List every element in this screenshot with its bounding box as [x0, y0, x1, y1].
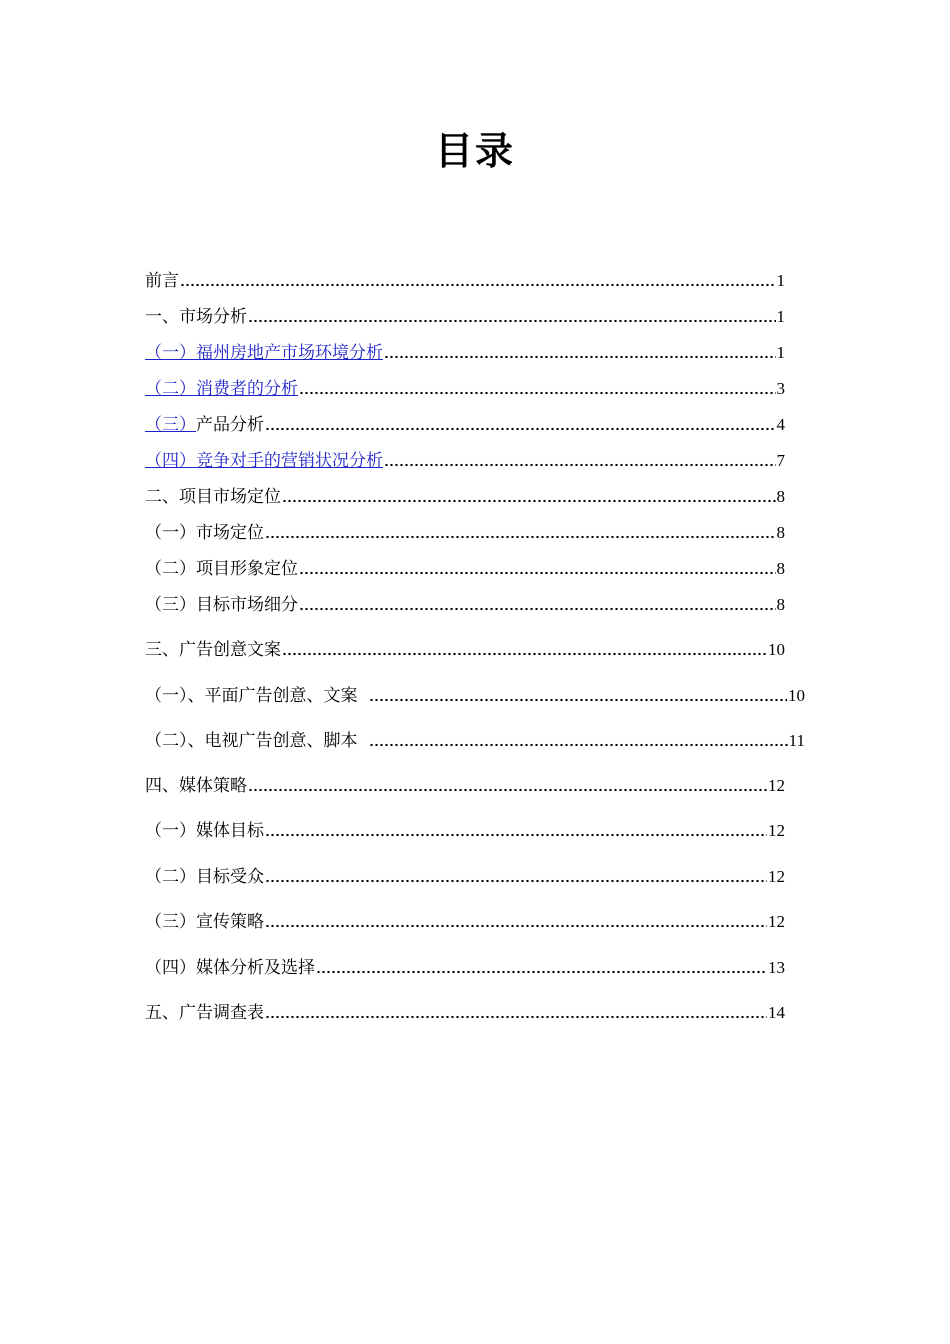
toc-entry-label: （二）项目形象定位 — [145, 559, 298, 579]
toc-entry-page: 1 — [776, 271, 785, 290]
page-title: 目录 — [434, 129, 515, 173]
toc-entry-label: 一、市场分析 — [145, 307, 247, 327]
toc-entry-page: 11 — [788, 731, 805, 750]
toc-entry-ad-survey[interactable] — [145, 1000, 785, 1024]
toc-entry-page: 12 — [768, 776, 785, 795]
toc-entry-page: 14 — [768, 1003, 785, 1022]
toc-entry-page: 12 — [768, 821, 785, 840]
toc-entry-media-goals[interactable] — [145, 818, 785, 842]
toc-link[interactable]: 二）消费者的分析 — [162, 379, 298, 399]
toc-entry-label: 四、媒体策略 — [145, 776, 247, 796]
toc-link[interactable]: （四）竞争对手的营销状况分析 — [145, 451, 383, 471]
toc-entry-page: 12 — [768, 867, 785, 886]
toc-entry-page: 1 — [776, 307, 785, 326]
toc-entry-label: 三、广告创意文案 — [145, 640, 281, 660]
toc-entry-label — [145, 414, 264, 436]
toc-entry-label: 二、项目市场定位 — [145, 487, 281, 507]
dot-leader — [248, 788, 767, 792]
toc-entry-label: （三）宣传策略 — [145, 912, 264, 932]
toc-entry-label — [145, 450, 383, 472]
toc-entry-page: 12 — [768, 912, 785, 931]
toc-entry-image-positioning[interactable] — [145, 556, 785, 580]
dot-leader — [282, 652, 767, 656]
toc-label-rest: 产品分析 — [196, 415, 264, 435]
toc-link-prefix[interactable]: （ — [145, 379, 162, 399]
toc-entry-page: 1 — [776, 343, 785, 362]
dot-leader — [316, 970, 767, 974]
toc-entry-label: （一）市场定位 — [145, 523, 264, 543]
toc-entry-market-positioning[interactable] — [145, 520, 785, 544]
toc-link-prefix[interactable]: （ — [145, 343, 162, 363]
dot-leader — [248, 319, 776, 323]
dot-leader — [282, 499, 776, 503]
toc-entry-promotion-strategy[interactable] — [145, 909, 785, 933]
toc-entry-preface[interactable] — [145, 268, 785, 292]
toc-entry-label: （二）目标受众 — [145, 867, 264, 887]
dot-leader — [384, 463, 776, 467]
dot-leader — [299, 571, 776, 575]
toc-entry-page: 3 — [776, 379, 785, 398]
dot-leader — [299, 607, 776, 611]
dot-leader — [299, 391, 776, 395]
toc-entry-page: 10 — [768, 640, 785, 659]
toc-entry-label — [145, 342, 383, 364]
toc-entry-page: 8 — [776, 595, 785, 614]
toc-entry-page: 8 — [776, 523, 785, 542]
toc-entry-competitor-analysis[interactable] — [145, 448, 785, 472]
toc-entry-print-ad[interactable] — [145, 683, 805, 707]
dot-leader — [265, 924, 767, 928]
toc-entry-market-analysis[interactable] — [145, 304, 785, 328]
dot-leader — [265, 1015, 767, 1019]
toc-link[interactable]: 一）福州房地产市场环境分析 — [162, 343, 383, 363]
dot-leader — [265, 535, 776, 539]
toc-entry-label — [145, 378, 298, 400]
toc-entry-label: （三）目标市场细分 — [145, 595, 298, 615]
toc-entry-product-analysis[interactable] — [145, 412, 785, 436]
toc-entry-label: （四）媒体分析及选择 — [145, 958, 315, 978]
toc-link-prefix[interactable]: （ — [145, 415, 162, 435]
toc-entry-page: 8 — [776, 487, 785, 506]
toc-entry-project-positioning[interactable] — [145, 484, 785, 508]
toc-entry-page: 4 — [776, 415, 785, 434]
toc-entry-fuzhou-real-estate[interactable] — [145, 340, 785, 364]
toc-entry-page: 8 — [776, 559, 785, 578]
toc-entry-tv-ad[interactable] — [145, 728, 805, 752]
toc-link[interactable]: 三） — [162, 415, 196, 435]
dot-leader — [369, 743, 788, 747]
toc-entry-market-segmentation[interactable] — [145, 592, 785, 616]
dot-leader — [369, 698, 788, 702]
toc-entry-label: （一）媒体目标 — [145, 821, 264, 841]
dot-leader — [180, 283, 776, 287]
dot-leader — [265, 833, 767, 837]
toc-entry-media-strategy[interactable] — [145, 773, 785, 797]
dot-leader — [384, 355, 776, 359]
toc-entry-label: 前言 — [145, 271, 179, 291]
dot-leader — [265, 879, 767, 883]
toc-entry-page: 10 — [788, 686, 805, 705]
toc-entry-media-selection[interactable] — [145, 955, 785, 979]
toc-entry-page: 13 — [768, 958, 785, 977]
toc-entry-label: 五、广告调查表 — [145, 1003, 264, 1023]
toc-entry-consumer-analysis[interactable] — [145, 376, 785, 400]
dot-leader — [265, 427, 776, 431]
toc-entry-label: （二）、电视广告创意、脚本 — [145, 731, 358, 751]
toc-entry-target-audience[interactable] — [145, 864, 785, 888]
toc-entry-label: （一）、平面广告创意、文案 — [145, 686, 358, 706]
toc-entry-ad-creative[interactable] — [145, 637, 785, 661]
toc-entry-page: 7 — [776, 451, 785, 470]
